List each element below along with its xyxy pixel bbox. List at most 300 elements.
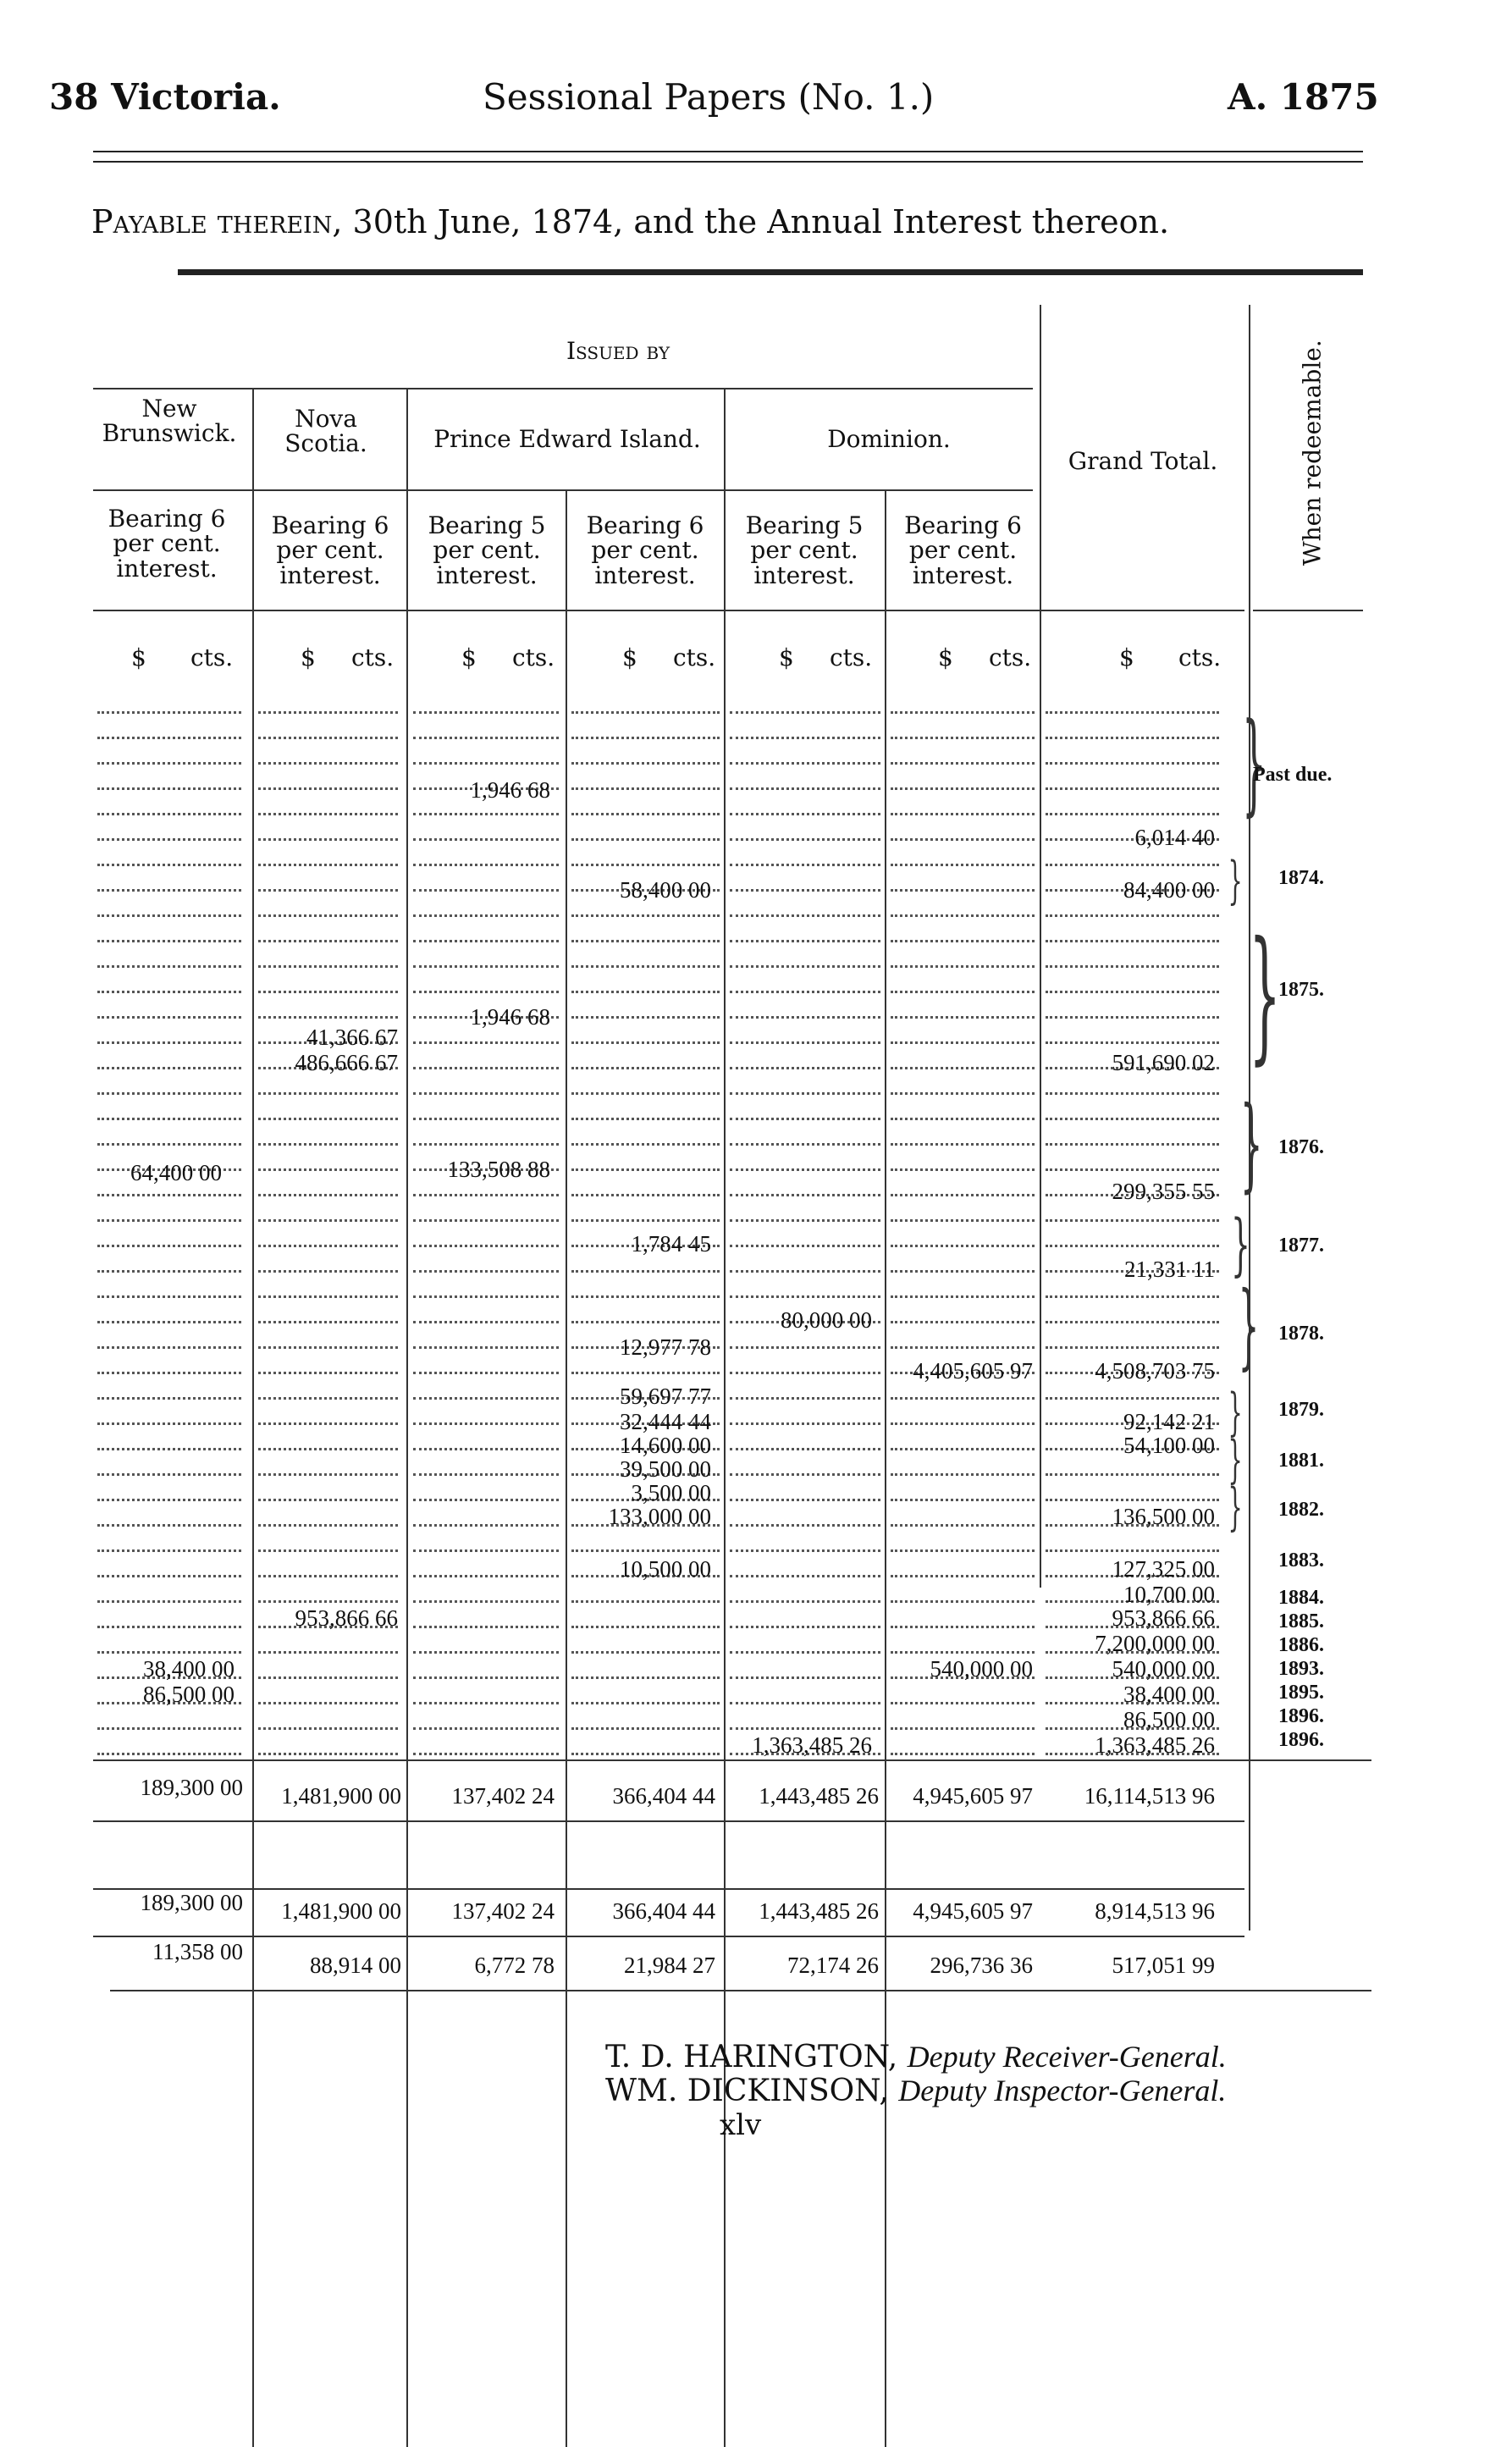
value-cell: 6,014 40 — [1134, 825, 1215, 850]
unit-dollar: $ — [1119, 644, 1134, 671]
dot-leader — [571, 838, 720, 841]
dot-leader — [1046, 1118, 1219, 1120]
dot-leader — [97, 1397, 241, 1400]
dot-leader — [413, 1524, 559, 1527]
dot-leader — [1046, 1499, 1219, 1501]
dot-leader — [571, 1041, 720, 1044]
dot-leader — [413, 1727, 559, 1730]
dot-leader — [730, 1372, 880, 1374]
dot-leader — [571, 940, 720, 942]
dot-leader — [571, 1600, 720, 1603]
bearing-ns: Bearing 6 per cent. interest. — [271, 511, 389, 589]
dot-leader — [258, 1702, 398, 1704]
dot-leader — [258, 1092, 398, 1095]
dot-leader — [730, 1499, 880, 1501]
dot-leader — [571, 1676, 720, 1679]
dot-leader — [258, 1143, 398, 1146]
pei-split — [566, 491, 567, 2447]
value-cell: 41,366 67 — [306, 1025, 398, 1050]
dot-leader — [97, 1727, 241, 1730]
dot-leader — [413, 1676, 559, 1679]
dot-leader — [1046, 762, 1219, 765]
total-rule-2 — [93, 1820, 1244, 1822]
dot-leader — [258, 1753, 398, 1755]
dot-leader — [891, 1168, 1035, 1171]
page-number: xlv — [720, 2108, 762, 2142]
dot-leader — [891, 737, 1035, 739]
dot-leader — [891, 762, 1035, 765]
value-cell: 133,508 88 — [447, 1157, 550, 1182]
dot-leader — [1046, 940, 1219, 942]
year-label: 1884. — [1278, 1587, 1324, 1609]
value-cell: 86,500 00 — [1123, 1707, 1215, 1732]
dot-leader — [571, 1295, 720, 1298]
unit-cts: cts. — [1178, 644, 1222, 671]
value-cell: 92,142 21 — [1123, 1409, 1215, 1434]
title-rule — [178, 269, 1363, 275]
dot-leader — [891, 787, 1035, 790]
col-new-brunswick: New Brunswick. — [102, 395, 237, 448]
dot-leader — [891, 1753, 1035, 1755]
dot-leader — [97, 864, 241, 866]
dot-leader — [891, 1702, 1035, 1704]
unit-dollar: $ — [131, 644, 146, 671]
dot-leader — [258, 1194, 398, 1196]
unit-dollar: $ — [938, 644, 953, 671]
year-label: 1893. — [1278, 1658, 1324, 1680]
dot-leader — [730, 1651, 880, 1654]
dot-leader — [258, 737, 398, 739]
dot-leader — [97, 1372, 241, 1374]
dot-leader — [1046, 991, 1219, 993]
value-cell: 136,500 00 — [1112, 1504, 1215, 1529]
value-cell: 38,400 00 — [143, 1656, 235, 1682]
dot-leader — [413, 711, 559, 714]
dot-leader — [891, 889, 1035, 892]
dot-leader — [891, 1575, 1035, 1577]
dot-leader — [97, 838, 241, 841]
bearing-dom-6: Bearing 6 per cent. interest. — [904, 511, 1022, 589]
dot-leader — [730, 1067, 880, 1069]
dot-leader — [730, 889, 880, 892]
dot-leader — [891, 711, 1035, 714]
dot-leader — [571, 1016, 720, 1019]
year-label: 1896. — [1278, 1729, 1324, 1751]
total2-dom6: 4,945,605 97 — [913, 1898, 1033, 1924]
dot-leader — [891, 1321, 1035, 1323]
total2-ns: 1,481,900 00 — [281, 1898, 401, 1924]
unit-dollar: $ — [622, 644, 637, 671]
unit-cts: cts. — [989, 644, 1032, 671]
dot-leader — [891, 1499, 1035, 1501]
dot-leader — [891, 1651, 1035, 1654]
dot-leader — [258, 813, 398, 815]
year-label: 1877. — [1278, 1235, 1324, 1257]
total2-rule — [93, 1888, 1244, 1890]
dot-leader — [258, 1245, 398, 1247]
col-grand-total: Grand Total. — [1068, 447, 1218, 475]
value-cell: 486,666 67 — [295, 1050, 398, 1075]
dot-leader — [891, 940, 1035, 942]
dot-leader — [891, 1549, 1035, 1552]
dot-leader — [891, 991, 1035, 993]
dot-leader — [730, 737, 880, 739]
header-rule-2 — [93, 161, 1363, 163]
dot-leader — [258, 965, 398, 968]
dot-leader — [730, 1676, 880, 1679]
dot-leader — [413, 1448, 559, 1450]
dot-leader — [258, 1600, 398, 1603]
col-pei: Prince Edward Island. — [433, 425, 701, 453]
dot-leader — [413, 1575, 559, 1577]
total-pei6: 366,404 44 — [612, 1783, 715, 1809]
dot-leader — [413, 889, 559, 892]
dot-leader — [1046, 711, 1219, 714]
value-cell: 10,500 00 — [620, 1556, 711, 1582]
dot-leader — [97, 965, 241, 968]
dot-leader — [413, 1067, 559, 1069]
dot-leader — [97, 1346, 241, 1349]
dot-leader — [413, 1346, 559, 1349]
dot-leader — [97, 889, 241, 892]
dot-leader — [413, 1499, 559, 1501]
dot-leader — [891, 1346, 1035, 1349]
dot-leader — [258, 762, 398, 765]
dot-leader — [97, 1753, 241, 1755]
value-cell: 133,000 00 — [608, 1504, 711, 1529]
dot-leader — [258, 864, 398, 866]
dot-leader — [891, 965, 1035, 968]
dot-leader — [413, 1321, 559, 1323]
dot-leader — [97, 940, 241, 942]
dot-leader — [571, 864, 720, 866]
brace-icon: } — [1249, 911, 1282, 1079]
dot-leader — [891, 1626, 1035, 1628]
dot-leader — [730, 813, 880, 815]
dot-leader — [413, 1753, 559, 1755]
dot-leader — [891, 1245, 1035, 1247]
dot-leader — [730, 1168, 880, 1171]
dot-leader — [413, 1295, 559, 1298]
total-nb: 189,300 00 — [140, 1775, 243, 1800]
dot-leader — [258, 1473, 398, 1476]
col-dominion: Dominion. — [827, 425, 951, 453]
value-cell: 4,508,703 75 — [1095, 1358, 1215, 1384]
dot-leader — [97, 1422, 241, 1425]
dot-leader — [891, 1143, 1035, 1146]
dot-leader — [571, 813, 720, 815]
dot-leader — [891, 1270, 1035, 1273]
bearing-dom-5: Bearing 5 per cent. interest. — [745, 511, 864, 589]
total-pei5: 137,402 24 — [451, 1783, 555, 1809]
page-title — [91, 203, 1169, 240]
dot-leader — [571, 1549, 720, 1552]
year-label: 1879. — [1278, 1399, 1324, 1421]
dot-leader — [413, 991, 559, 993]
dot-leader — [730, 965, 880, 968]
dot-leader — [891, 1219, 1035, 1222]
year-label: 1876. — [1278, 1136, 1324, 1158]
value-cell: 540,000 00 — [930, 1656, 1033, 1682]
dot-leader — [730, 1626, 880, 1628]
dot-leader — [891, 1397, 1035, 1400]
dot-leader — [891, 1194, 1035, 1196]
dot-leader — [571, 1321, 720, 1323]
value-cell: 127,325 00 — [1112, 1556, 1215, 1582]
dot-leader — [571, 1626, 720, 1628]
bearing-rule — [93, 610, 1244, 611]
dot-leader — [258, 1346, 398, 1349]
value-cell: 64,400 00 — [130, 1160, 222, 1185]
dot-leader — [258, 991, 398, 993]
total2-pei6: 366,404 44 — [612, 1898, 715, 1924]
unit-cts: cts. — [673, 644, 716, 671]
dot-leader — [1046, 1245, 1219, 1247]
dot-leader — [730, 1143, 880, 1146]
dot-leader — [413, 1092, 559, 1095]
bearing-nb: Bearing 6 per cent. interest. — [108, 505, 226, 583]
header-right: A. 1875 — [1228, 76, 1379, 118]
dot-leader — [97, 1092, 241, 1095]
dot-leader — [413, 1143, 559, 1146]
dot-leader — [97, 1041, 241, 1044]
dot-leader — [258, 1448, 398, 1450]
dot-leader — [97, 1219, 241, 1222]
dot-leader — [571, 1702, 720, 1704]
dot-leader — [730, 1118, 880, 1120]
dot-leader — [258, 940, 398, 942]
issued-rule — [93, 388, 1033, 389]
dot-leader — [413, 1219, 559, 1222]
dot-leader — [730, 1219, 880, 1222]
value-cell: 1,363,485 26 — [1095, 1732, 1215, 1758]
dot-leader — [413, 1041, 559, 1044]
dot-leader — [730, 1575, 880, 1577]
value-cell: 54,100 00 — [1123, 1433, 1215, 1458]
dot-leader — [730, 991, 880, 993]
dot-leader — [258, 838, 398, 841]
dot-leader — [1046, 1397, 1219, 1400]
dot-leader — [258, 1651, 398, 1654]
year-label: 1886. — [1278, 1634, 1324, 1656]
dot-leader — [413, 838, 559, 841]
dot-leader — [97, 1524, 241, 1527]
bearing-pei-5: Bearing 5 per cent. interest. — [428, 511, 546, 589]
dot-leader — [413, 813, 559, 815]
dot-leader — [1046, 1092, 1219, 1095]
dot-leader — [730, 1041, 880, 1044]
dot-leader — [1046, 864, 1219, 866]
value-cell: 86,500 00 — [143, 1682, 235, 1707]
gt-left-border — [1040, 305, 1041, 1588]
value-cell: 953,866 66 — [295, 1605, 398, 1631]
dot-leader — [97, 991, 241, 993]
value-cell: 39,500 00 — [620, 1456, 711, 1482]
value-cell: 591,690 02 — [1112, 1050, 1215, 1075]
unit-cts: cts. — [512, 644, 555, 671]
year-label: 1874. — [1278, 867, 1324, 889]
dot-leader — [730, 1245, 880, 1247]
dot-leader — [258, 1372, 398, 1374]
dot-leader — [1046, 737, 1219, 739]
dot-leader — [730, 1524, 880, 1527]
title-rest: 30th June, 1874, and the Annual Interest thereon. — [342, 203, 1170, 240]
unit-cts: cts. — [830, 644, 873, 671]
dot-leader — [413, 1194, 559, 1196]
dot-leader — [571, 1651, 720, 1654]
dot-leader — [413, 1549, 559, 1552]
dom-split — [885, 491, 886, 2447]
dot-leader — [730, 1092, 880, 1095]
interest-gt: 517,051 99 — [1112, 1953, 1215, 1978]
dot-leader — [1046, 965, 1219, 968]
dot-leader — [258, 1270, 398, 1273]
header-rule — [93, 151, 1363, 152]
dot-leader — [1046, 1473, 1219, 1476]
value-cell: 10,700 00 — [1123, 1582, 1215, 1607]
dot-leader — [413, 737, 559, 739]
value-cell: 84,400 00 — [1123, 877, 1215, 903]
signature-1-name: T. D. HARINGTON, — [605, 2040, 898, 2074]
brace-icon: } — [1239, 1085, 1263, 1203]
brace-icon: } — [1238, 1271, 1260, 1379]
dot-leader — [258, 914, 398, 917]
brace-icon: } — [1241, 699, 1266, 827]
total2-gt: 8,914,513 96 — [1095, 1898, 1215, 1924]
unit-cts: cts. — [190, 644, 234, 671]
brace-icon: } — [1230, 1205, 1250, 1284]
year-label: 1875. — [1278, 979, 1324, 1001]
dot-leader — [97, 1473, 241, 1476]
dot-leader — [97, 1499, 241, 1501]
dot-leader — [891, 813, 1035, 815]
signature-2-name: WM. DICKINSON, — [605, 2074, 889, 2108]
dot-leader — [258, 711, 398, 714]
brace-icon: } — [1228, 851, 1243, 910]
year-label: 1882. — [1278, 1499, 1324, 1521]
dot-leader — [97, 1448, 241, 1450]
dot-leader — [97, 787, 241, 790]
dot-leader — [97, 1651, 241, 1654]
year-label: 1878. — [1278, 1323, 1324, 1345]
dot-leader — [571, 965, 720, 968]
value-cell: 59,697 77 — [620, 1384, 711, 1409]
total2-dom5: 1,443,485 26 — [759, 1898, 879, 1924]
dot-leader — [730, 1600, 880, 1603]
interest-pei6: 21,984 27 — [624, 1953, 715, 1978]
value-cell: 1,946 68 — [470, 777, 550, 803]
dot-leader — [730, 864, 880, 866]
dot-leader — [730, 787, 880, 790]
dot-leader — [571, 711, 720, 714]
dot-leader — [258, 1549, 398, 1552]
year-label: 1881. — [1278, 1450, 1324, 1472]
dot-leader — [891, 838, 1035, 841]
signature-1 — [605, 2039, 1227, 2074]
unit-dollar: $ — [779, 644, 794, 671]
total2-pei5: 137,402 24 — [451, 1898, 555, 1924]
dot-leader — [1046, 1346, 1219, 1349]
signature-1-title: Deputy Receiver-General. — [907, 2040, 1227, 2074]
year-label: 1883. — [1278, 1549, 1324, 1571]
dot-leader — [258, 1168, 398, 1171]
dot-leader — [891, 1092, 1035, 1095]
issued-by-label: Issued by — [566, 337, 670, 365]
dot-leader — [730, 1295, 880, 1298]
dot-leader — [97, 1549, 241, 1552]
interest-rule — [93, 1936, 1244, 1937]
header-left: 38 Victoria. — [49, 76, 281, 118]
value-cell: 3,500 00 — [631, 1480, 711, 1505]
dot-leader — [413, 864, 559, 866]
value-cell: 21,331 11 — [1124, 1257, 1215, 1282]
total-dom6: 4,945,605 97 — [913, 1783, 1033, 1809]
year-label: 1895. — [1278, 1682, 1324, 1704]
head-rule — [93, 489, 1033, 491]
signature-2 — [605, 2073, 1226, 2108]
title-smallcaps: Payable therein, — [91, 203, 343, 240]
year-label: Past due. — [1253, 764, 1333, 786]
dot-leader — [891, 1041, 1035, 1044]
value-cell: 1,946 68 — [470, 1004, 550, 1030]
dot-leader — [730, 1727, 880, 1730]
brace-icon: } — [1228, 1430, 1243, 1489]
dot-leader — [413, 1372, 559, 1374]
dot-leader — [730, 1346, 880, 1349]
dot-leader — [258, 1575, 398, 1577]
dot-leader — [891, 1422, 1035, 1425]
dot-leader — [1046, 1321, 1219, 1323]
dot-leader — [413, 940, 559, 942]
dot-leader — [730, 1448, 880, 1450]
dot-leader — [1046, 1168, 1219, 1171]
dot-leader — [1046, 813, 1219, 815]
dot-leader — [258, 1118, 398, 1120]
dot-leader — [413, 1118, 559, 1120]
dot-leader — [730, 1194, 880, 1196]
value-cell: 4,405,605 97 — [913, 1358, 1033, 1384]
dot-leader — [97, 1295, 241, 1298]
dot-leader — [413, 1600, 559, 1603]
dot-leader — [97, 737, 241, 739]
dot-leader — [97, 813, 241, 815]
interest-nb: 11,358 00 — [152, 1939, 243, 1964]
dot-leader — [891, 1118, 1035, 1120]
interest-dom6: 296,736 36 — [930, 1953, 1033, 1978]
dot-leader — [97, 762, 241, 765]
dot-leader — [413, 914, 559, 917]
dot-leader — [571, 1168, 720, 1171]
brace-icon: } — [1228, 1478, 1243, 1537]
dot-leader — [258, 1219, 398, 1222]
dot-leader — [413, 965, 559, 968]
dot-leader — [730, 838, 880, 841]
dot-leader — [97, 1143, 241, 1146]
table-bottom-rule — [110, 1990, 1371, 1991]
value-cell: 12,977 78 — [620, 1334, 711, 1360]
value-cell: 32,444 44 — [620, 1409, 711, 1434]
dot-leader — [730, 1702, 880, 1704]
dot-leader — [730, 1549, 880, 1552]
header-center: Sessional Papers (No. 1.) — [483, 76, 935, 118]
dot-leader — [571, 762, 720, 765]
dot-leader — [891, 914, 1035, 917]
dot-leader — [97, 914, 241, 917]
year-label: 1885. — [1278, 1610, 1324, 1632]
value-cell: 1,784 45 — [631, 1231, 711, 1257]
interest-ns: 88,914 00 — [310, 1953, 401, 1978]
dot-leader — [413, 762, 559, 765]
